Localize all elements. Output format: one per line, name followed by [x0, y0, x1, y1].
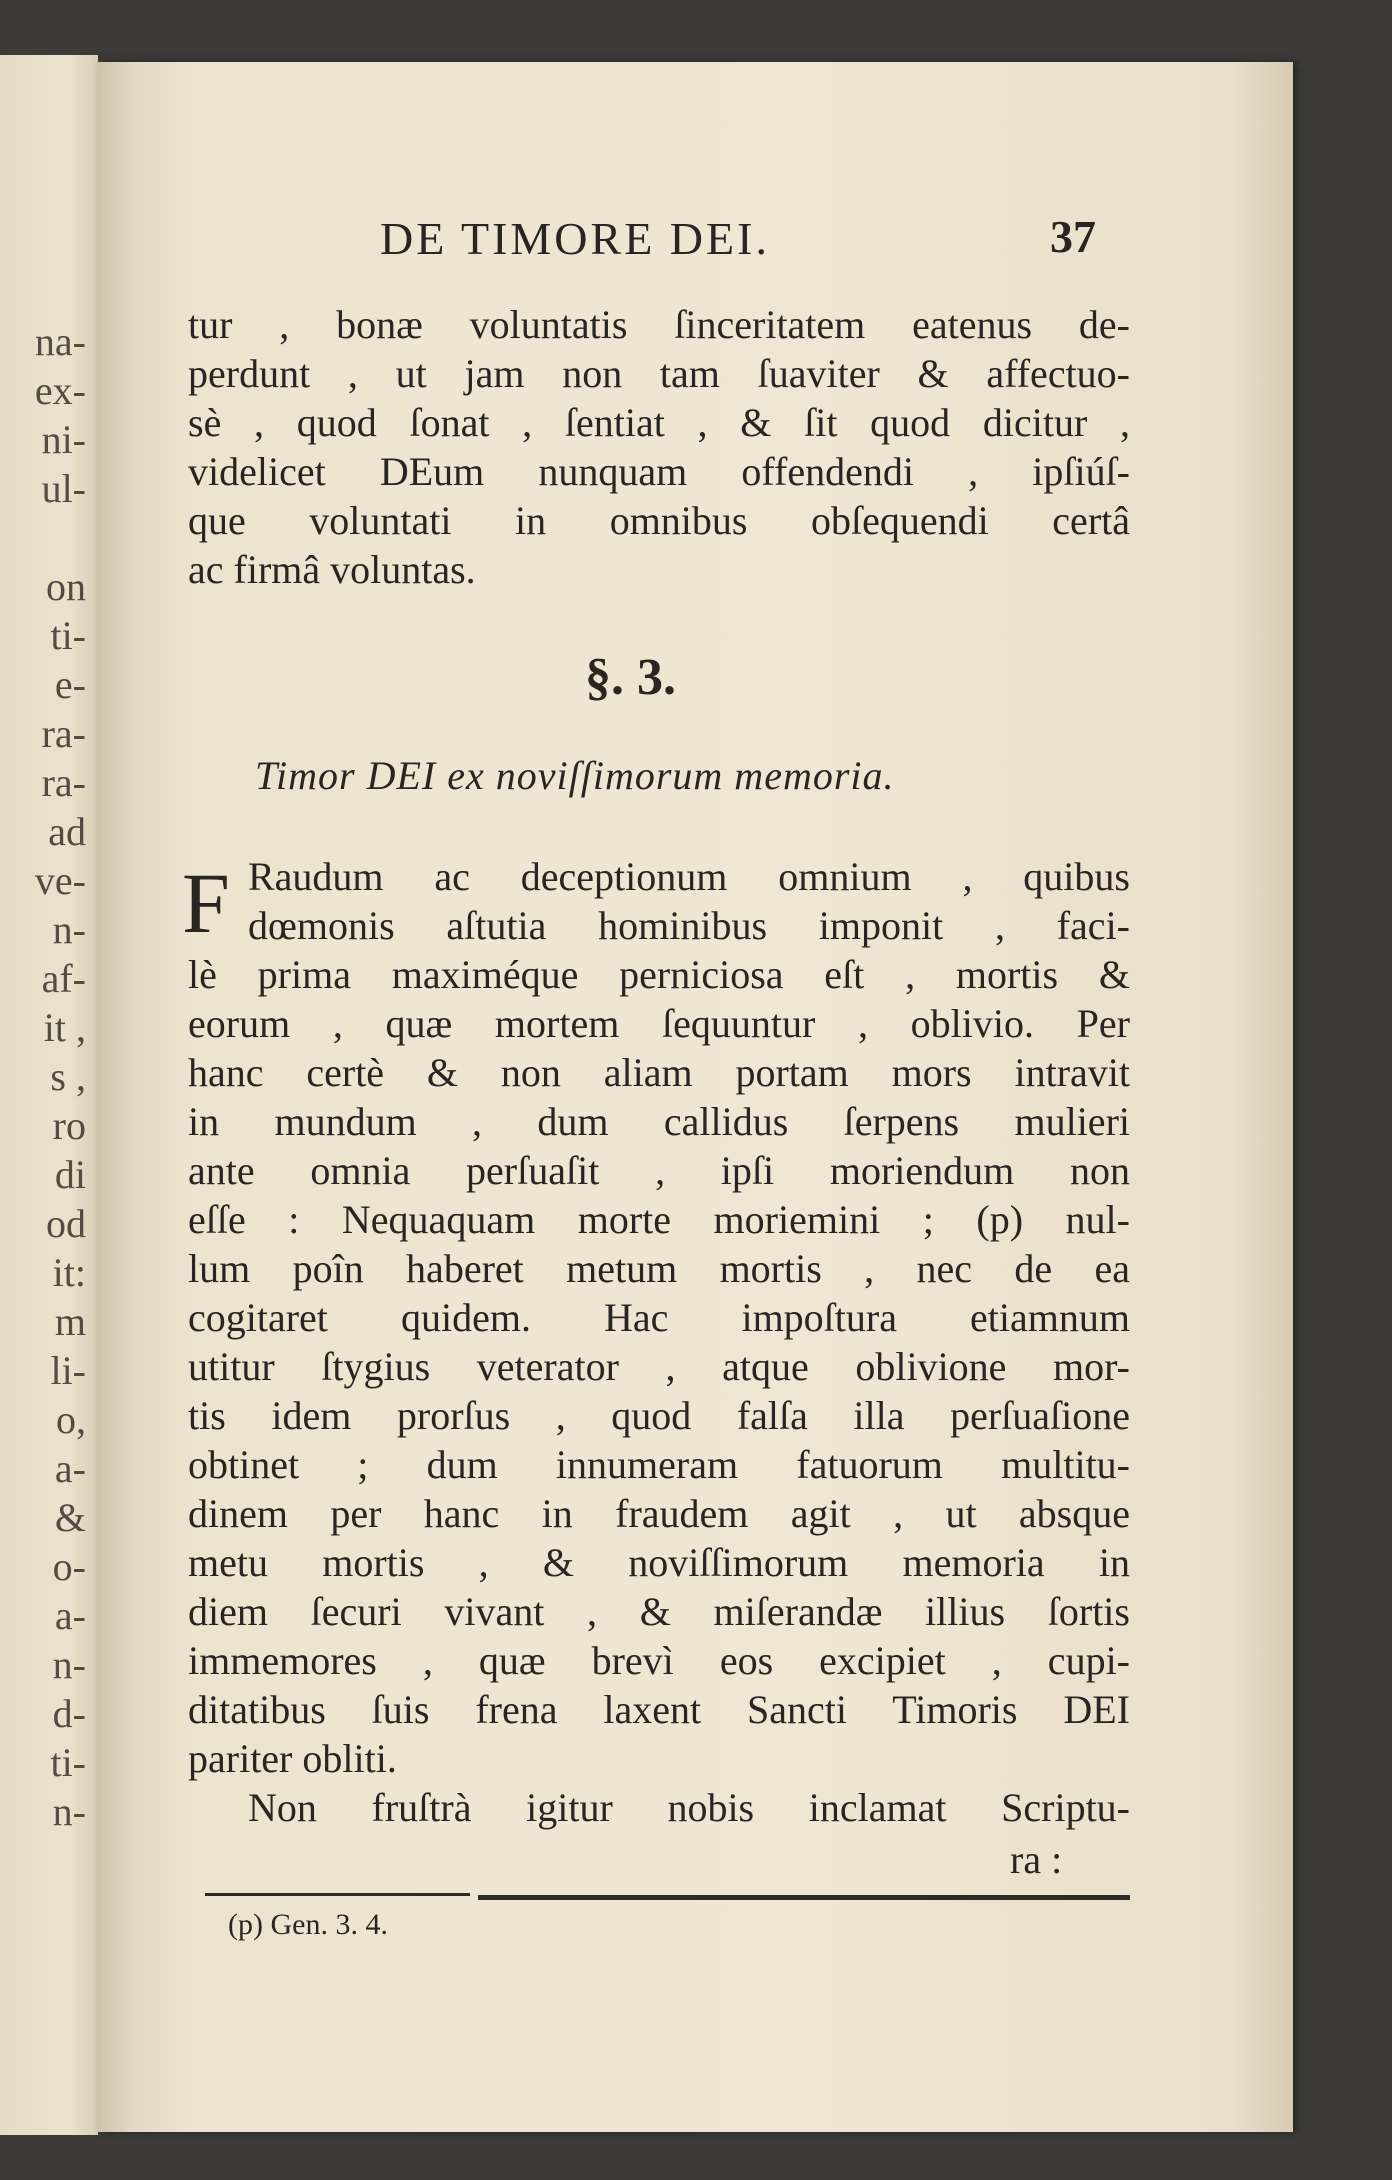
text-line: tis idem prorſus , quod falſa illa perſuaſione — [188, 1393, 1130, 1438]
left-page-fragment: n- — [52, 1789, 86, 1834]
left-page-edge — [0, 55, 98, 2135]
left-page-fragment: n- — [52, 1642, 86, 1687]
left-page-fragment: ti- — [50, 613, 86, 658]
text-line: perdunt , ut jam non tam ſuaviter & affectuo- — [188, 351, 1130, 396]
text-line: videlicet DEum nunquam offendendi , ipſiúſ- — [188, 449, 1130, 494]
left-page-fragment: ra- — [41, 711, 86, 756]
left-page-fragment — [35, 513, 86, 562]
text-line: ac firmâ voluntas. — [188, 547, 476, 592]
left-page-fragment: a- — [54, 1446, 86, 1491]
text-line: diem ſecuri vivant , & miſerandæ illius ſortis — [188, 1589, 1130, 1634]
left-page-fragment: o- — [52, 1544, 86, 1589]
text-line: hanc certè & non aliam portam mors intravit — [188, 1050, 1130, 1095]
text-line: cogitaret quidem. Hac impoſtura etiamnum — [188, 1295, 1130, 1340]
left-page-fragment: od — [46, 1201, 86, 1246]
left-page-fragment: af- — [41, 956, 86, 1001]
running-title: DE TIMORE DEI. — [380, 213, 770, 264]
text-line: Non fruſtrà igitur nobis inclamat Scriptu- — [248, 1785, 1130, 1830]
text-line: dœmonis aſtutia hominibus imponit , faci- — [248, 903, 1130, 948]
left-page-fragment: ra- — [41, 760, 86, 805]
text-line: eorum , quæ mortem ſequuntur , oblivio. Per — [188, 1001, 1130, 1046]
left-page-fragment: s , — [50, 1054, 86, 1099]
text-line: sè , quod ſonat , ſentiat , & ſit quod dicitur , — [188, 400, 1130, 445]
left-page-fragment: ve- — [34, 858, 86, 903]
text-line: dinem per hanc in fraudem agit , ut absque — [188, 1491, 1130, 1536]
left-page-fragment: na- — [34, 319, 86, 364]
text-line: que voluntati in omnibus obſequendi certâ — [188, 498, 1130, 543]
section-mark: §. 3. — [585, 649, 676, 706]
left-page-fragment: ro — [52, 1103, 86, 1148]
left-page-fragment: ad — [48, 809, 86, 854]
text-line: obtinet ; dum innumeram fatuorum multitu- — [188, 1442, 1130, 1487]
text-line: utitur ſtygius veterator , atque oblivione mor- — [188, 1344, 1130, 1389]
page-number: 37 — [1050, 211, 1096, 262]
text-line: Raudum ac deceptionum omnium , quibus — [248, 854, 1130, 899]
text-line: lè prima maximéque perniciosa eſt , mortis & — [188, 952, 1130, 997]
left-page-text-fragments — [35, 317, 86, 1836]
left-page-fragment: ni- — [41, 417, 86, 462]
text-line: immemores , quæ brevì eos excipiet , cupi- — [188, 1638, 1130, 1683]
left-page-fragment: ex- — [34, 368, 86, 413]
paragraph-3 — [188, 1783, 1130, 1832]
left-page-fragment: & — [54, 1495, 86, 1540]
text-line: lum poîn haberet metum mortis , nec de ea — [188, 1246, 1130, 1291]
catchword: ra : — [1010, 1837, 1063, 1882]
left-page-fragment: on — [46, 564, 86, 609]
left-page-fragment: n- — [52, 907, 86, 952]
footnote-rule-left — [205, 1893, 470, 1896]
footnote: (p) Gen. 3. 4. — [228, 1908, 388, 1941]
left-page-fragment: e- — [54, 662, 86, 707]
left-page-fragment: di — [54, 1152, 86, 1197]
left-page-fragment: ul- — [41, 466, 86, 511]
section-title: Timor DEI ex noviſſimorum memoria. — [255, 753, 895, 798]
left-page-fragment: a- — [54, 1593, 86, 1638]
paragraph-2 — [188, 852, 1130, 1783]
text-line: ditatibus ſuis frena laxent Sancti Timoris DEI — [188, 1687, 1130, 1732]
left-page-fragment: d- — [52, 1691, 86, 1736]
text-line: pariter obliti. — [188, 1736, 397, 1781]
text-line: metu mortis , & noviſſimorum memoria in — [188, 1540, 1130, 1585]
text-line: ante omnia perſuaſit , ipſi moriendum non — [188, 1148, 1130, 1193]
left-page-fragment: ti- — [50, 1740, 86, 1785]
drop-cap: F — [182, 855, 230, 951]
text-line: tur , bonæ voluntatis ſinceritatem eatenus de- — [188, 302, 1130, 347]
left-page-fragment: li- — [50, 1348, 86, 1393]
text-line: eſſe : Nequaquam morte moriemini ; (p) nul- — [188, 1197, 1130, 1242]
footnote-rule-right — [478, 1895, 1130, 1900]
left-page-fragment: it: — [52, 1250, 86, 1295]
left-page-fragment: m — [54, 1299, 86, 1344]
left-page-fragment: it , — [43, 1005, 86, 1050]
paragraph-1 — [188, 300, 1130, 594]
left-page-fragment: o, — [56, 1397, 86, 1442]
text-line: in mundum , dum callidus ſerpens mulieri — [188, 1099, 1130, 1144]
